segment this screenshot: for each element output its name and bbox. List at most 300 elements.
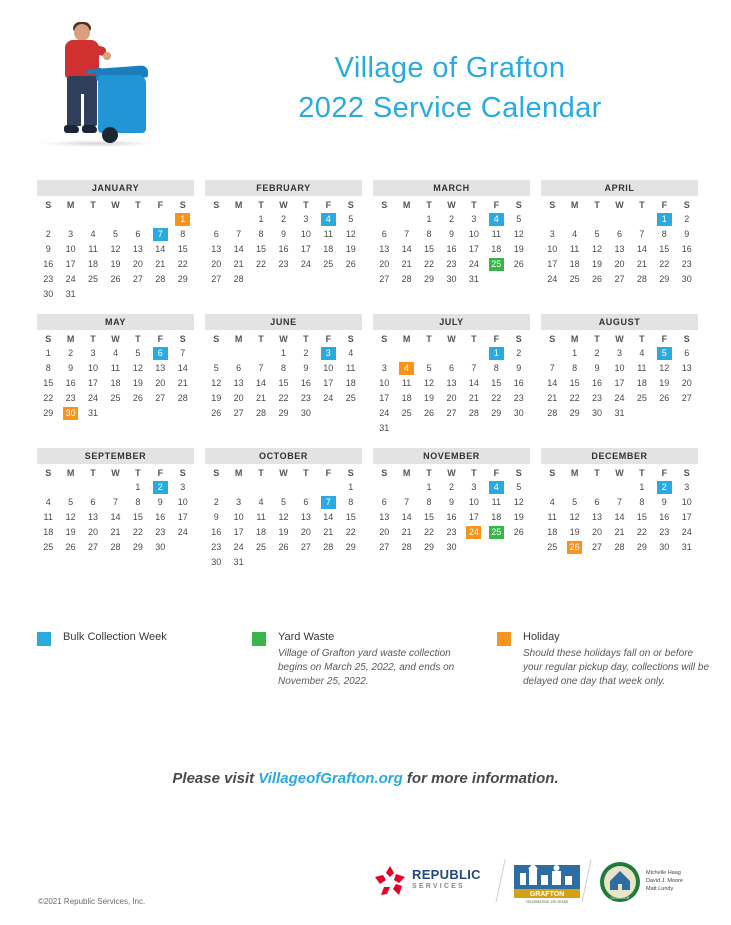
day-number: 25: [256, 542, 267, 552]
weekday-header: M: [66, 199, 75, 210]
svg-text:OZAUKEE: OZAUKEE: [610, 895, 630, 900]
day-cell: [586, 540, 608, 555]
day-number: 22: [424, 259, 435, 269]
weekday-header: F: [661, 199, 668, 210]
weekday-header: S: [179, 333, 186, 344]
day-cell: [373, 376, 395, 391]
day-number: 21: [401, 527, 412, 537]
weekday-header: S: [213, 333, 220, 344]
day-number: 6: [90, 497, 96, 507]
day-cell: [272, 257, 294, 272]
day-cell: [541, 406, 563, 421]
title-block: [200, 48, 700, 128]
month-table: [373, 197, 530, 287]
day-number: 2: [280, 214, 286, 224]
day-number: 9: [280, 229, 286, 239]
day-cell: [227, 272, 249, 287]
day-number: 6: [213, 229, 219, 239]
day-number: 20: [155, 378, 166, 388]
day-cell: [172, 287, 194, 302]
day-number: 28: [401, 274, 412, 284]
day-cell: [272, 510, 294, 525]
village-website-link[interactable]: VillageofGrafton.org: [258, 770, 403, 787]
day-cell: [227, 257, 249, 272]
weekday-header: S: [381, 199, 388, 210]
day-cell: [172, 346, 194, 361]
day-cell: [676, 406, 698, 421]
day-number: 30: [513, 408, 524, 418]
weekday-header: M: [234, 467, 243, 478]
weekday-header: S: [515, 333, 522, 344]
day-cell: [127, 540, 149, 555]
day-cell: [586, 480, 608, 495]
day-number: 10: [468, 229, 479, 239]
weekday-header: T: [426, 333, 432, 344]
day-cell: [82, 257, 104, 272]
day-number: 24: [547, 274, 558, 284]
day-cell: [104, 272, 126, 287]
day-number: 11: [43, 512, 53, 522]
week-row: [205, 346, 362, 361]
day-number: 27: [446, 408, 457, 418]
day-cell: [676, 257, 698, 272]
day-number: 23: [278, 259, 289, 269]
day-number: 28: [547, 408, 558, 418]
legend-bulk-label: Bulk Collection Week: [63, 631, 167, 643]
day-number: 16: [65, 378, 76, 388]
day-number: 19: [424, 393, 435, 403]
day-number: 13: [88, 512, 99, 522]
day-cell: [250, 346, 272, 361]
day-cell: [563, 495, 585, 510]
day-number: 21: [256, 393, 267, 403]
weekday-header: F: [157, 333, 164, 344]
day-cell: [172, 257, 194, 272]
day-number: 30: [63, 407, 78, 420]
day-number: 25: [345, 393, 356, 403]
day-cell: [104, 212, 126, 227]
day-number: 12: [211, 378, 222, 388]
week-row: [37, 242, 194, 257]
day-number: 27: [155, 393, 166, 403]
day-number: 9: [448, 229, 454, 239]
day-number: 14: [547, 378, 558, 388]
day-cell: [127, 212, 149, 227]
day-cell-bulk: [317, 495, 339, 510]
day-cell: [440, 361, 462, 376]
day-cell: [418, 227, 440, 242]
day-number: 13: [379, 244, 390, 254]
day-cell: [250, 257, 272, 272]
weekday-header: F: [157, 467, 164, 478]
day-cell: [127, 272, 149, 287]
day-cell: [676, 391, 698, 406]
day-number: 16: [446, 244, 457, 254]
day-number: 14: [468, 378, 479, 388]
day-cell: [440, 376, 462, 391]
day-cell: [250, 376, 272, 391]
day-cell: [127, 525, 149, 540]
day-cell-yard: [485, 525, 507, 540]
weekday-header: T: [90, 333, 96, 344]
day-cell: [608, 212, 630, 227]
day-cell: [631, 361, 653, 376]
week-row: [541, 227, 698, 242]
weekday-header: M: [402, 333, 411, 344]
week-row: [373, 361, 530, 376]
day-cell: [227, 242, 249, 257]
day-cell: [104, 495, 126, 510]
day-number: 19: [65, 527, 76, 537]
day-number: 1: [348, 482, 354, 492]
day-cell-bulk: [149, 480, 171, 495]
day-number: 28: [323, 542, 334, 552]
day-number: 16: [681, 244, 692, 254]
day-number: 8: [493, 363, 499, 373]
day-cell: [676, 510, 698, 525]
legend-holiday-note: Should these holidays fall on or before your regular pickup day, collections will be delayed one day that week only.: [523, 648, 710, 687]
day-number: 7: [616, 497, 622, 507]
republic-name: REPUBLIC: [412, 867, 481, 882]
day-number: 17: [468, 512, 479, 522]
day-number: 22: [43, 393, 54, 403]
weekday-header: W: [111, 333, 120, 344]
legend-yard-label: Yard Waste: [278, 631, 335, 643]
day-number: 17: [379, 393, 390, 403]
day-number: 27: [88, 542, 99, 552]
day-cell: [418, 480, 440, 495]
day-number: 11: [401, 378, 412, 388]
day-cell: [541, 391, 563, 406]
day-cell: [227, 376, 249, 391]
day-number: 14: [177, 363, 188, 373]
day-number: 3: [471, 482, 477, 492]
day-number: 10: [614, 363, 625, 373]
weekday-header: T: [471, 467, 477, 478]
week-row: [37, 227, 194, 242]
day-number: 10: [468, 497, 479, 507]
day-cell: [541, 227, 563, 242]
week-row: [205, 391, 362, 406]
day-number: 20: [300, 527, 311, 537]
day-number: 5: [280, 497, 286, 507]
weekday-header: F: [661, 467, 668, 478]
day-cell: [586, 495, 608, 510]
day-cell: [463, 391, 485, 406]
day-number: 4: [90, 229, 96, 239]
day-number: 14: [110, 512, 121, 522]
day-number: 20: [379, 259, 390, 269]
day-cell: [205, 272, 227, 287]
weekday-header: M: [234, 333, 243, 344]
day-cell-yard: [485, 257, 507, 272]
day-cell: [37, 510, 59, 525]
day-number: 16: [278, 244, 289, 254]
day-cell: [676, 227, 698, 242]
week-row: [373, 480, 530, 495]
day-number: 9: [594, 363, 600, 373]
day-cell: [608, 495, 630, 510]
ozaukee-county-logo: [598, 861, 642, 903]
weekday-header: S: [45, 199, 52, 210]
day-cell: [463, 406, 485, 421]
day-number: 12: [132, 363, 143, 373]
day-cell: [485, 227, 507, 242]
weekday-header: W: [447, 333, 456, 344]
week-row: [541, 525, 698, 540]
day-cell: [295, 257, 317, 272]
day-number: 17: [65, 259, 76, 269]
week-row: [541, 346, 698, 361]
day-number: 11: [491, 229, 501, 239]
day-cell: [82, 346, 104, 361]
week-row: [205, 242, 362, 257]
day-cell: [272, 406, 294, 421]
day-cell: [272, 525, 294, 540]
day-number: 24: [177, 527, 188, 537]
month-table: [37, 197, 194, 302]
day-number: 14: [323, 512, 334, 522]
month-march: [373, 180, 530, 302]
day-number: 18: [256, 527, 267, 537]
day-cell: [82, 287, 104, 302]
day-cell: [172, 391, 194, 406]
day-cell: [272, 272, 294, 287]
day-number: 4: [45, 497, 51, 507]
month-title: MAY: [37, 314, 194, 330]
day-cell: [608, 525, 630, 540]
day-number: 9: [68, 363, 74, 373]
day-number: 11: [346, 363, 356, 373]
day-cell-bulk: [653, 346, 675, 361]
day-number: 21: [636, 259, 647, 269]
day-cell: [37, 227, 59, 242]
day-cell: [541, 540, 563, 555]
day-number: 24: [681, 527, 692, 537]
day-cell: [295, 540, 317, 555]
day-cell: [59, 510, 81, 525]
day-number: 1: [258, 214, 264, 224]
day-cell: [340, 406, 362, 421]
day-cell: [463, 346, 485, 361]
day-number: 18: [491, 244, 502, 254]
day-number: 22: [424, 527, 435, 537]
day-cell: [127, 257, 149, 272]
weekday-header: S: [549, 199, 556, 210]
day-cell: [37, 361, 59, 376]
day-cell: [272, 212, 294, 227]
day-cell: [653, 495, 675, 510]
day-number: 9: [157, 497, 163, 507]
day-number: 7: [321, 496, 336, 509]
day-cell: [463, 495, 485, 510]
day-number: 19: [592, 259, 603, 269]
day-cell: [508, 227, 530, 242]
weekday-header: F: [325, 467, 332, 478]
worker-head: [74, 24, 90, 41]
day-cell: [373, 346, 395, 361]
day-number: 22: [636, 527, 647, 537]
day-cell: [608, 227, 630, 242]
week-row: [541, 242, 698, 257]
week-row: [373, 525, 530, 540]
day-cell: [295, 480, 317, 495]
day-number: 27: [379, 542, 390, 552]
day-number: 15: [491, 378, 502, 388]
day-cell: [463, 242, 485, 257]
day-number: 8: [135, 497, 141, 507]
day-cell: [586, 361, 608, 376]
day-cell: [395, 346, 417, 361]
day-cell: [127, 227, 149, 242]
day-number: 22: [345, 527, 356, 537]
day-cell: [59, 525, 81, 540]
day-number: 18: [323, 244, 334, 254]
week-row: [373, 376, 530, 391]
day-cell: [205, 242, 227, 257]
day-number: 3: [471, 214, 477, 224]
month-table: [541, 197, 698, 287]
day-number: 15: [424, 244, 435, 254]
day-number: 4: [112, 348, 118, 358]
day-number: 29: [424, 274, 435, 284]
weekday-header: S: [549, 333, 556, 344]
day-cell: [676, 361, 698, 376]
day-number: 20: [211, 259, 222, 269]
day-cell: [340, 272, 362, 287]
day-cell: [463, 272, 485, 287]
day-number: 21: [614, 527, 625, 537]
day-number: 13: [614, 244, 625, 254]
day-number: 9: [516, 363, 522, 373]
day-cell: [104, 346, 126, 361]
month-october: [205, 448, 362, 570]
day-number: 8: [661, 229, 667, 239]
day-number: 17: [323, 378, 334, 388]
day-cell: [395, 480, 417, 495]
day-cell: [227, 480, 249, 495]
day-number: 4: [489, 213, 504, 226]
day-cell: [563, 242, 585, 257]
day-cell: [149, 242, 171, 257]
month-table: [37, 331, 194, 421]
day-number: 1: [45, 348, 51, 358]
day-cell: [127, 495, 149, 510]
day-cell: [508, 361, 530, 376]
day-cell: [59, 376, 81, 391]
day-number: 22: [659, 259, 670, 269]
day-number: 13: [300, 512, 311, 522]
day-cell: [127, 406, 149, 421]
day-cell: [395, 212, 417, 227]
day-number: 7: [112, 497, 118, 507]
day-cell: [373, 242, 395, 257]
day-cell: [272, 227, 294, 242]
day-number: 27: [614, 274, 625, 284]
week-row: [205, 525, 362, 540]
day-cell: [418, 495, 440, 510]
day-number: 14: [636, 244, 647, 254]
day-cell: [317, 257, 339, 272]
legend-item-holiday: [497, 630, 710, 689]
day-cell: [418, 510, 440, 525]
day-number: 28: [233, 274, 244, 284]
day-cell-bulk: [317, 346, 339, 361]
day-cell: [227, 227, 249, 242]
day-cell: [250, 555, 272, 570]
day-number: 14: [155, 244, 166, 254]
day-cell: [563, 525, 585, 540]
day-number: 28: [256, 408, 267, 418]
day-number: 30: [446, 542, 457, 552]
weekday-header: M: [66, 333, 75, 344]
day-number: 23: [43, 274, 54, 284]
day-cell: [485, 242, 507, 257]
day-number: 12: [513, 229, 524, 239]
day-cell: [373, 227, 395, 242]
day-cell: [676, 346, 698, 361]
day-number: 12: [659, 363, 670, 373]
day-cell: [272, 376, 294, 391]
day-cell: [463, 540, 485, 555]
week-row: [541, 406, 698, 421]
day-cell: [37, 212, 59, 227]
week-row: [373, 242, 530, 257]
day-cell: [37, 406, 59, 421]
day-cell: [205, 346, 227, 361]
day-cell: [205, 495, 227, 510]
day-number: 23: [592, 393, 603, 403]
weekday-header: S: [179, 199, 186, 210]
week-row: [37, 272, 194, 287]
day-number: 9: [448, 497, 454, 507]
day-cell: [250, 361, 272, 376]
day-cell: [59, 287, 81, 302]
weekday-header: S: [381, 467, 388, 478]
visit-suffix: for more information.: [402, 770, 559, 787]
day-cell: [440, 212, 462, 227]
day-number: 7: [404, 497, 410, 507]
day-number: 24: [466, 526, 481, 539]
day-number: 11: [110, 363, 121, 373]
day-number: 5: [426, 363, 432, 373]
day-number: 21: [233, 259, 244, 269]
worker-cart-photo: [40, 22, 160, 147]
day-cell: [37, 272, 59, 287]
logo-divider-1: [495, 859, 505, 902]
day-cell: [395, 227, 417, 242]
day-cell: [82, 272, 104, 287]
day-cell: [440, 540, 462, 555]
day-number: 25: [569, 274, 580, 284]
day-number: 21: [401, 259, 412, 269]
day-number: 21: [547, 393, 558, 403]
day-number: 3: [68, 229, 74, 239]
day-cell: [104, 540, 126, 555]
week-row: [37, 406, 194, 421]
day-cell: [340, 540, 362, 555]
day-number: 31: [88, 408, 99, 418]
day-number: 1: [639, 482, 645, 492]
day-cell: [653, 361, 675, 376]
day-cell: [631, 510, 653, 525]
day-cell: [418, 272, 440, 287]
month-table: [373, 465, 530, 555]
day-cell: [676, 480, 698, 495]
day-number: 23: [659, 527, 670, 537]
day-cell-bulk: [653, 480, 675, 495]
month-november: [373, 448, 530, 570]
